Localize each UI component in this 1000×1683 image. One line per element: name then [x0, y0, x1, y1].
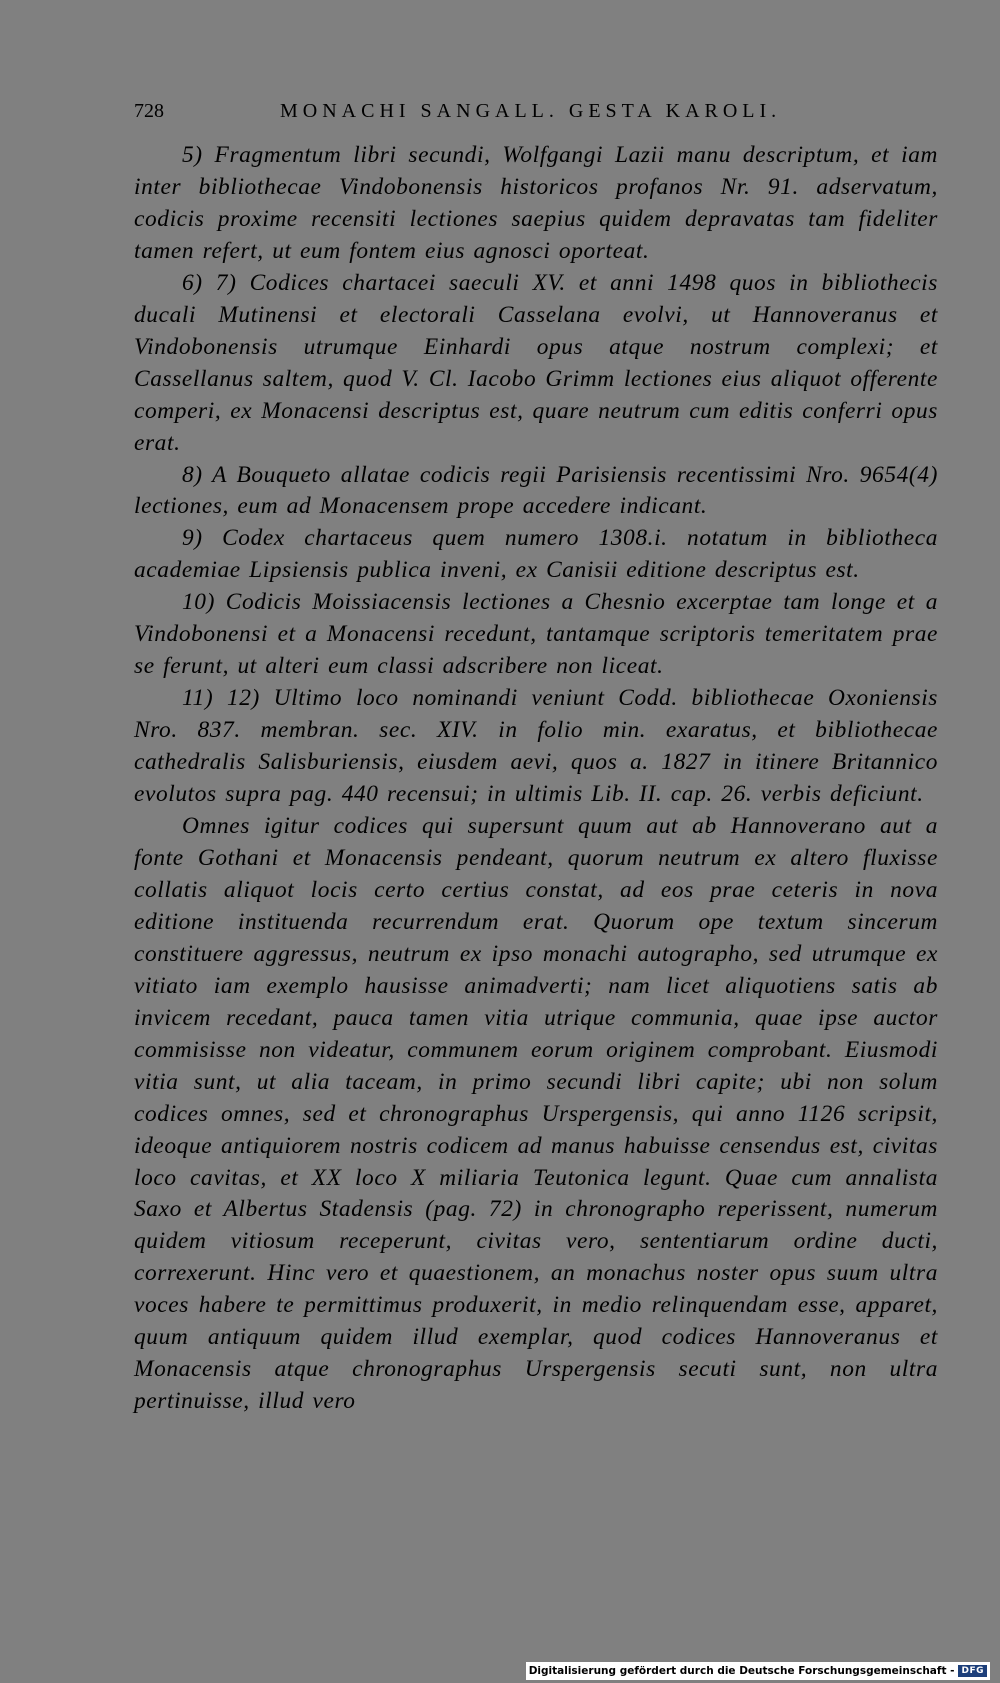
- paragraph-fragmentum: 5) Fragmentum libri secundi, Wolfgangi Lazii manu descriptum, et iam inter bibliothecae Vindobonensis historicos profanos Nr. 91. adservatum, codicis proxime recensiti lectiones saepius quidem depravatas tam fideliter tamen refert, ut eum fontem eius agnosci oporteat.: [134, 142, 938, 264]
- paragraph-moissiacensis: 10) Codicis Moissiacensis lectiones a Chesnio excerptae tam longe et a Vindobonensi et a Monacensi recedunt, tantamque scriptoris temeritatem prae se ferunt, ut alteri eum classi adscribere non liceat.: [134, 589, 938, 680]
- page-number: 728: [134, 100, 164, 122]
- running-title: MONACHI SANGALL. GESTA KAROLI.: [280, 100, 782, 122]
- paragraph-omnes-igitur: Omnes igitur codices qui supersunt quum aut ab Hannoverano aut a fonte Gothani et Monacensis pendeant, quorum neutrum ex altero fluxisse collatis aliquot locis certo certius constat, ad eos prae ceteris in nova editione instituenda recurrendum erat. Quorum ope textum sincerum constituere aggressus, neutrum ex ipso monachi autographo, sed utrumque ex vitiato iam exemplo hausisse animadverti; nam licet aliquotiens satis ab invicem recedant, pauca tamen vitia utrique communia, quae ipse auctor commisisse non videatur, communem eorum originem comprobant. Eiusmodi vitia sunt, ut alia taceam, in primo secundi libri capite; ubi non solum codices omnes, sed et chronographus Urspergensis, qui anno 1126 scripsit, ideoque antiquiorem nostris codicem ad manus habuisse censendus est, civitas loco cavitas, et XX loco X miliaria Teutonica legunt. Quae cum annalista Saxo et Albertus Stadensis (pag. 72) in chronographo reperissent, numerum quidem vitiosum receperunt, civitas vero, sententiarum ordine ducti, correxerunt. Hinc vero et quaestionem, an monachus noster opus suum ultra voces habere te permittimus produxerit, in medio relinquendam esse, apparet, quum antiquum quidem illud exemplar, quod codices Hannoveranus et Monacensis atque chronographus Urspergensis secuti sunt, non ultra pertinuisse, illud vero: [134, 813, 938, 1415]
- credit-text: Digitalisierung gefördert durch die Deutsche Forschungsgemeinschaft -: [528, 1665, 955, 1677]
- body-text: [134, 140, 938, 1418]
- digitization-credit: [526, 1662, 990, 1680]
- paragraph-codex-lipsiensis: 9) Codex chartaceus quem numero 1308.i. notatum in bibliotheca academiae Lipsiensis publica inveni, ex Canisii editione descriptus est.: [134, 525, 938, 584]
- paragraph-oxoniensis: 11) 12) Ultimo loco nominandi veniunt Codd. bibliothecae Oxoniensis Nro. 837. membran. sec. XIV. in folio min. exaratus, et bibliothecae cathedralis Salisburiensis, eiusdem aevi, quos a. 1827 in itinere Britannico evolutos supra pag. 440 recensui; in ultimis Lib. II. cap. 26. verbis deficiunt.: [134, 685, 938, 808]
- paragraph-codices-chartacei: 6) 7) Codices chartacei saeculi XV. et anni 1498 quos in bibliothecis ducali Mutinensi et electorali Casselana evolvi, ut Hannoveranus et Vindobonensis utrumque Einhardi opus atque nostrum complexi; et Cassellanus saltem, quod V. Cl. Iacobo Grimm lectiones eius aliquot offerente comperi, ex Monacensi descriptus est, quare neutrum cum editis conferri opus erat.: [134, 269, 938, 456]
- paragraph-bouqueto: 8) A Bouqueto allatae codicis regii Parisiensis recentissimi Nro. 9654(4) lectiones, eum ad Monacensem prope accedere indicant.: [134, 461, 938, 520]
- dfg-logo-icon: DFG: [958, 1665, 987, 1677]
- page-header: [134, 100, 934, 130]
